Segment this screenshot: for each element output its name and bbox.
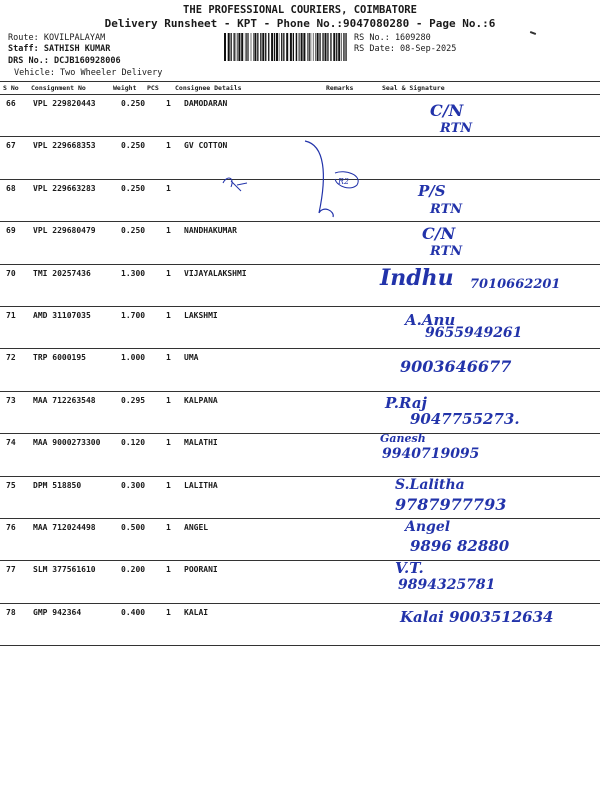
row-sno: 66 — [6, 99, 16, 108]
row-pcs: 1 — [166, 99, 171, 108]
barcode-bar — [246, 33, 247, 61]
table-row — [0, 561, 600, 603]
barcode-bar — [296, 33, 297, 61]
barcode-bar — [293, 33, 294, 61]
signature-line-2: 9894325781 — [398, 577, 496, 594]
row-sno: 68 — [6, 183, 16, 193]
header-consignee: Consignee Details — [175, 84, 242, 92]
row-consignment: SLM 377561610 — [33, 565, 96, 575]
barcode-bar — [279, 33, 280, 61]
signature-line-1: C/N — [430, 101, 464, 120]
row-sno: 67 — [6, 141, 16, 151]
drs-number: DRS No.: DCJB160928006 — [8, 56, 121, 66]
row-consignee: DAMODARAN — [184, 99, 228, 108]
document-title: THE PROFESSIONAL COURIERS, COIMBATORE — [183, 4, 417, 16]
row-consignee: KALAI — [184, 607, 209, 617]
row-sno: 77 — [6, 565, 16, 575]
row-pcs: 1 — [166, 565, 171, 575]
signature-line-1: Kalai 9003512634 — [400, 607, 554, 626]
row-consignment: VPL 229663283 — [33, 183, 96, 193]
table-row — [0, 265, 600, 307]
barcode-bar — [274, 33, 275, 61]
barcode-bar — [313, 33, 314, 61]
header-weight: Weight — [113, 84, 137, 92]
row-sno: 71 — [6, 310, 16, 320]
barcode-bar — [330, 33, 331, 61]
header-sno: S No — [3, 84, 19, 92]
signature-line-2: 9787977793 — [395, 494, 507, 514]
barcode-bar — [265, 33, 266, 61]
barcode-bar — [237, 33, 238, 61]
barcode-bar — [309, 33, 310, 61]
barcode-bar — [290, 33, 292, 61]
barcode-bar — [253, 33, 254, 61]
row-pcs: 1 — [166, 480, 171, 490]
signature-line-1: 9003646677 — [400, 357, 512, 377]
table-row — [0, 307, 600, 349]
barcode-bar — [345, 33, 346, 61]
row-weight: 0.200 — [121, 565, 146, 575]
table-row — [0, 392, 600, 434]
row-weight: 0.500 — [121, 522, 146, 532]
row-consignment: GMP 942364 — [33, 607, 82, 617]
signature-line-2: RTN — [430, 244, 463, 260]
barcode-bar — [236, 33, 237, 61]
row-weight: 0.250 — [121, 141, 146, 151]
row-weight: 0.250 — [121, 226, 146, 236]
barcode-bar — [336, 33, 337, 61]
table-row — [0, 604, 600, 646]
barcode-bar — [327, 33, 328, 61]
row-sno: 74 — [6, 438, 16, 448]
signature-line-1: Ganesh — [380, 432, 426, 446]
remark-mark: R2 — [338, 177, 350, 186]
barcode-bar — [286, 33, 288, 61]
barcode-bar — [245, 33, 246, 61]
row-consignee: KALPANA — [184, 395, 218, 405]
rs-number: RS No.: 1609280 — [354, 33, 431, 43]
signature-line-2: RTN — [430, 201, 463, 217]
header-consignment: Consignment No — [31, 84, 86, 92]
barcode-bar — [301, 33, 303, 61]
row-consignment: MAA 712024498 — [33, 522, 96, 532]
barcode-bar — [315, 33, 316, 61]
barcode-bar — [298, 33, 299, 61]
signature-line-2: 9047755273. — [410, 409, 520, 428]
row-weight: 0.300 — [121, 480, 146, 490]
staff-text: Staff: SATHISH KUMAR — [8, 44, 111, 54]
barcode-bar — [303, 33, 305, 61]
barcode-bar — [343, 33, 344, 61]
row-sno: 75 — [6, 480, 16, 490]
row-consignment: MAA 9000273300 — [33, 438, 101, 448]
barcode-bar — [325, 33, 327, 61]
document-subtitle: Delivery Runsheet - KPT - Phone No.:9047080280 - Page No.:6 — [104, 17, 496, 30]
signature-line-2: 9655949261 — [425, 324, 523, 341]
row-pcs: 1 — [166, 395, 171, 405]
barcode-bar — [234, 33, 235, 61]
barcode-bar — [338, 33, 340, 61]
barcode-bar — [283, 33, 284, 61]
signature-line-1: P/S — [418, 181, 446, 200]
row-consignment: VPL 229668353 — [33, 141, 96, 151]
barcode-bar — [262, 33, 264, 61]
barcode-bar — [333, 33, 335, 61]
table-row — [0, 519, 600, 561]
row-consignee: POORANI — [184, 565, 218, 575]
signature-line-1: V.T. — [395, 559, 424, 578]
route-text: Route: KOVILPALAYAM — [8, 33, 106, 43]
row-consignment: VPL 229820443 — [33, 99, 96, 108]
row-weight: 1.700 — [121, 310, 146, 320]
signature-line-1: Indhu — [380, 264, 454, 291]
row-consignment: MAA 712263548 — [33, 395, 96, 405]
row-pcs: 1 — [166, 310, 171, 320]
barcode-bar — [231, 33, 232, 61]
signature-line-1: Angel — [405, 518, 451, 535]
signature-line-1: S.Lalitha — [395, 476, 465, 493]
barcode-bar — [271, 33, 273, 61]
row-consignee: ANGEL — [184, 522, 209, 532]
row-sno: 76 — [6, 522, 16, 532]
row-consignee: LALITHA — [184, 480, 218, 490]
barcode-bar — [241, 33, 243, 61]
barcode-bar — [281, 33, 282, 61]
signature-line-1: P.Raj — [385, 393, 427, 412]
row-consignment: TRP 6000195 — [33, 353, 86, 363]
signature-line-2: 9896 82880 — [410, 536, 510, 555]
row-weight: 0.250 — [121, 99, 146, 108]
header-seal: Seal & Signature — [382, 84, 445, 92]
row-sno: 73 — [6, 395, 16, 405]
row-consignee: VIJAYALAKSHMI — [184, 268, 247, 278]
barcode-bar — [307, 33, 308, 61]
row-weight: 1.300 — [121, 268, 146, 278]
table-row — [0, 222, 600, 264]
table-row — [0, 95, 600, 137]
row-pcs: 1 — [166, 226, 171, 236]
barcode-bar — [319, 33, 320, 61]
barcode-bar — [238, 33, 240, 61]
row-weight: 0.295 — [121, 395, 146, 405]
barcode — [224, 33, 348, 61]
barcode-bar — [248, 33, 249, 61]
barcode-bar — [224, 33, 226, 61]
barcode-bar — [322, 33, 323, 61]
row-consignment: VPL 229680479 — [33, 226, 96, 236]
row-pcs: 1 — [166, 438, 171, 448]
row-weight: 0.120 — [121, 438, 146, 448]
row-pcs: 1 — [166, 268, 171, 278]
table-header — [0, 82, 600, 95]
table-row — [0, 434, 600, 476]
barcode-bar — [299, 33, 300, 61]
row-consignment: TMI 20257436 — [33, 268, 91, 278]
row-weight: 0.250 — [121, 183, 146, 193]
row-consignee: NANDHAKUMAR — [184, 226, 237, 236]
barcode-bar — [254, 33, 256, 61]
barcode-bar — [260, 33, 261, 61]
row-consignee: GV COTTON — [184, 141, 228, 151]
signature-line-1: C/N — [422, 224, 456, 244]
barcode-bar — [341, 33, 342, 61]
row-sno: 78 — [6, 607, 16, 617]
row-consignment: DPM 518850 — [33, 480, 82, 490]
barcode-bar — [317, 33, 319, 61]
row-pcs: 1 — [166, 353, 171, 363]
table-row — [0, 477, 600, 519]
row-consignment: AMD 31107035 — [33, 310, 91, 320]
row-sno: 69 — [6, 226, 16, 236]
handwritten-marks — [195, 135, 375, 225]
row-sno: 72 — [6, 353, 16, 363]
row-pcs: 1 — [166, 607, 171, 617]
row-sno: 70 — [6, 268, 16, 278]
header-remarks: Remarks — [326, 84, 354, 92]
pen-mark — [530, 31, 536, 35]
vehicle-text: Vehicle: Two Wheeler Delivery — [14, 68, 163, 78]
signature-line-2: 7010662201 — [470, 276, 561, 292]
barcode-bar — [276, 33, 278, 61]
barcode-bar — [251, 33, 252, 61]
barcode-bar — [311, 33, 312, 61]
signature-line-2: 9940719095 — [382, 446, 480, 463]
row-pcs: 1 — [166, 522, 171, 532]
row-consignee: UMA — [184, 353, 199, 363]
header-pcs: PCS — [147, 84, 159, 92]
row-pcs: 1 — [166, 183, 171, 193]
row-weight: 1.000 — [121, 353, 146, 363]
barcode-bar — [268, 33, 269, 61]
signature-line-2: RTN — [440, 121, 473, 136]
row-pcs: 1 — [166, 141, 171, 151]
barcode-bar — [228, 33, 230, 61]
signature-line-1: A.Anu — [405, 310, 456, 329]
row-consignee: MALATHI — [184, 438, 218, 448]
table-row — [0, 349, 600, 391]
row-weight: 0.400 — [121, 607, 146, 617]
row-consignee: LAKSHMI — [184, 310, 218, 320]
barcode-bar — [257, 33, 258, 61]
rs-date: RS Date: 08-Sep-2025 — [354, 44, 457, 54]
